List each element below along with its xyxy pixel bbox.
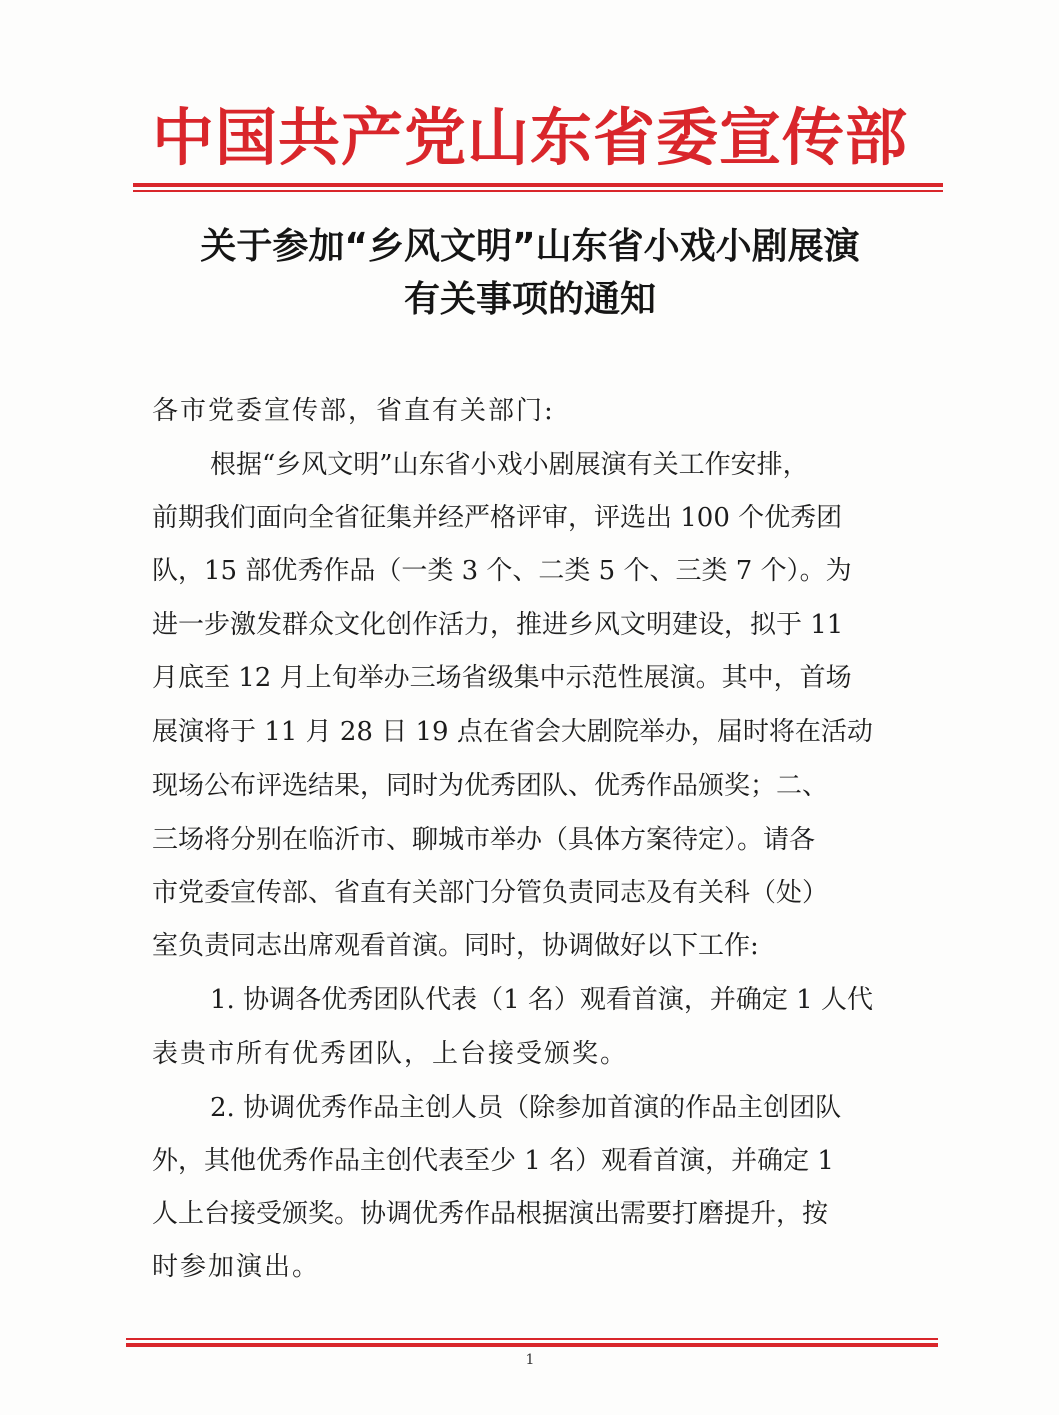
body-line: 月底至 12 月上旬举办三场省级集中示范性展演。其中，首场 (152, 663, 852, 693)
body-line: 现场公布评选结果，同时为优秀团队、优秀作品颁奖；二、 (152, 771, 829, 801)
body-line: 2. 协调优秀作品主创人员（除参加首演的作品主创团队 (210, 1093, 842, 1123)
document-title-line-2: 有关事项的通知 (403, 279, 656, 320)
page-number: 1 (525, 1352, 535, 1368)
body-line: 1. 协调各优秀团队代表（1 名）观看首演，并确定 1 人代 (210, 985, 873, 1015)
body-line: 外，其他优秀作品主创代表至少 1 名）观看首演，并确定 1 (152, 1146, 834, 1176)
footer-red-rule-thick (126, 1343, 938, 1347)
body-line: 室负责同志出席观看首演。同时，协调做好以下工作: (152, 931, 759, 961)
footer-red-rule-thin (126, 1338, 938, 1340)
masthead-red-rule-thick (133, 183, 943, 187)
salutation: 各市党委宣传部，省直有关部门: (152, 396, 555, 426)
body-line: 时参加演出。 (152, 1252, 321, 1282)
body-line: 前期我们面向全省征集并经严格评审，评选出 100 个优秀团 (152, 503, 843, 533)
body-line: 市党委宣传部、省直有关部门分管负责同志及有关科（处） (152, 878, 829, 908)
body-line: 根据“乡风文明”山东省小戏小剧展演有关工作安排， (210, 450, 809, 480)
body-line: 三场将分别在临沂市、聊城市举办（具体方案待定）。请各 (152, 825, 816, 855)
masthead-title: 中国共产党山东省委宣传部 (151, 101, 908, 174)
body-line: 人上台接受颁奖。协调优秀作品根据演出需要打磨提升，按 (152, 1199, 829, 1229)
document-title-line-1: 关于参加“乡风文明”山东省小戏小剧展演 (200, 226, 860, 267)
masthead-red-rule-thin (133, 190, 943, 192)
body-line: 表贵市所有优秀团队，上台接受颁奖。 (152, 1039, 629, 1069)
body-line: 进一步激发群众文化创作活力，推进乡风文明建设，拟于 11 (152, 610, 844, 640)
body-line: 队，15 部优秀作品（一类 3 个、二类 5 个、三类 7 个）。为 (152, 556, 852, 586)
body-line: 展演将于 11 月 28 日 19 点在省会大剧院举办，届时将在活动 (152, 717, 873, 747)
